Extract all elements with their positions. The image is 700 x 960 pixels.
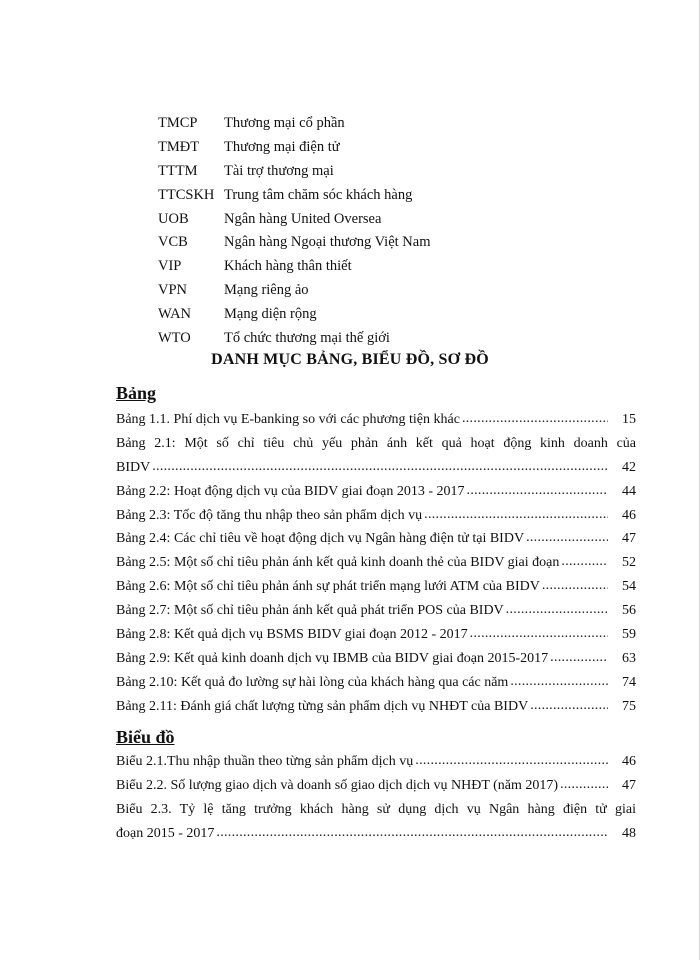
toc-page-number: 54 (622, 579, 636, 595)
abbreviation-code: TMCP (158, 115, 198, 132)
toc-entry[interactable] (116, 432, 636, 456)
toc-leader-dots (462, 412, 608, 426)
toc-page-number: 74 (622, 674, 636, 690)
toc-entry[interactable] (116, 504, 636, 528)
tables-toc-list (116, 408, 636, 719)
toc-page-number: 63 (622, 650, 636, 666)
toc-leader-dots (560, 778, 608, 792)
abbreviation-row (158, 302, 558, 326)
toc-leader-dots (542, 579, 608, 593)
toc-leader-dots (415, 754, 608, 768)
abbreviation-description: Ngân hàng United Oversea (224, 210, 382, 227)
charts-section-title: Biểu đồ (116, 727, 175, 747)
abbreviation-code: VIP (158, 258, 182, 275)
toc-entry[interactable] (116, 623, 636, 647)
toc-leader-dots (526, 531, 608, 545)
toc-page-number: 52 (622, 555, 636, 571)
toc-page-number: 44 (622, 483, 636, 499)
toc-leader-dots (510, 675, 608, 689)
abbreviation-description: Thương mại điện tử (224, 139, 340, 156)
abbreviation-code: WAN (158, 305, 192, 322)
abbreviation-description: Trung tâm chăm sóc khách hàng (224, 186, 413, 203)
toc-entry[interactable] (116, 408, 636, 432)
toc-entry-title: Biểu 2.1.Thu nhập thuần theo từng sản phẩm dịch vụ (116, 753, 414, 769)
toc-leader-dots (152, 460, 608, 474)
abbreviation-description: Mạng diện rộng (224, 305, 317, 322)
abbreviation-row (158, 183, 558, 207)
abbreviation-row (158, 231, 558, 255)
toc-entry-title: Bảng 2.4: Các chỉ tiêu về hoạt động dịch vụ Ngân hàng điện tử tại BIDV (116, 531, 525, 547)
toc-entry-title: Biểu 2.2. Số lượng giao dịch và doanh số giao dịch dịch vụ NHĐT (năm 2017) (116, 777, 559, 793)
abbreviation-code: VPN (158, 281, 188, 298)
toc-entry[interactable] (116, 798, 636, 822)
abbreviation-code: TTCSKH (158, 186, 215, 203)
toc-leader-dots (506, 603, 608, 617)
toc-entry-title: Biểu 2.3. Tỷ lệ tăng trưởng khách hàng sử dụng dịch vụ Ngân hàng điện tử giai (116, 801, 636, 817)
toc-entry[interactable] (116, 527, 636, 551)
toc-entry[interactable] (116, 750, 636, 774)
toc-page-number: 47 (622, 777, 636, 793)
toc-entry[interactable] (116, 822, 636, 846)
abbreviation-code: TMĐT (158, 139, 200, 156)
toc-entry-title: Bảng 2.10: Kết quả đo lường sự hài lòng của khách hàng qua các năm (116, 674, 509, 690)
toc-leader-dots (470, 627, 608, 641)
toc-leader-dots (561, 555, 608, 569)
abbreviation-description: Ngân hàng Ngoại thương Việt Nam (224, 234, 431, 251)
abbreviation-row (158, 326, 558, 350)
toc-page-number: 42 (622, 459, 636, 475)
abbreviation-row (158, 136, 558, 160)
toc-entry[interactable] (116, 599, 636, 623)
toc-page-number: 59 (622, 626, 636, 642)
toc-entry-title: Bảng 2.3: Tốc độ tăng thu nhập theo sản phẩm dịch vụ (116, 507, 423, 523)
toc-page-number: 15 (622, 411, 636, 427)
toc-page-number: 46 (622, 753, 636, 769)
abbreviation-code: TTTM (158, 162, 198, 179)
toc-page-number: 56 (622, 603, 636, 619)
toc-entry-title: Bảng 2.8: Kết quả dịch vụ BSMS BIDV giai đoạn 2012 - 2017 (116, 626, 468, 642)
toc-entry[interactable] (116, 551, 636, 575)
abbreviation-code: VCB (158, 234, 188, 251)
abbreviation-code: UOB (158, 210, 189, 227)
charts-toc-list (116, 750, 636, 846)
abbreviation-row (158, 160, 558, 184)
toc-entry[interactable] (116, 480, 636, 504)
abbreviation-list (158, 112, 558, 350)
toc-page-number: 48 (622, 825, 636, 841)
toc-entry-title: Bảng 1.1. Phí dịch vụ E-banking so với các phương tiện khác (116, 411, 460, 427)
list-heading: DANH MỤC BẢNG, BIỂU ĐỒ, SƠ ĐỒ (211, 351, 489, 368)
toc-entry-title: Bảng 2.6: Một số chỉ tiêu phản ánh sự phát triển mạng lưới ATM của BIDV (116, 579, 540, 595)
abbreviation-description: Mạng riêng ảo (224, 281, 309, 298)
toc-entry[interactable] (116, 575, 636, 599)
toc-entry-title: Bảng 2.1: Một số chỉ tiêu chủ yếu phản ánh kết quả hoạt động kinh doanh của (116, 435, 636, 451)
abbreviation-description: Tài trợ thương mại (224, 162, 334, 179)
toc-entry-title: Bảng 2.11: Đánh giá chất lượng từng sản phẩm dịch vụ NHĐT của BIDV (116, 698, 529, 714)
toc-leader-dots (530, 699, 608, 713)
toc-entry-title: Bảng 2.7: Một số chỉ tiêu phản ánh kết quả phát triển POS của BIDV (116, 603, 504, 619)
abbreviation-row (158, 207, 558, 231)
toc-entry[interactable] (116, 456, 636, 480)
toc-entry-title: Bảng 2.9: Kết quả kinh doanh dịch vụ IBMB của BIDV giai đoạn 2015-2017 (116, 650, 549, 666)
abbreviation-code: WTO (158, 329, 191, 346)
abbreviation-description: Tổ chức thương mại thế giới (224, 329, 390, 346)
toc-page-number: 47 (622, 531, 636, 547)
abbreviation-row (158, 112, 558, 136)
toc-entry-title: Bảng 2.2: Hoạt động dịch vụ của BIDV giai đoạn 2013 - 2017 (116, 483, 465, 499)
toc-entry-title: đoạn 2015 - 2017 (116, 825, 215, 841)
toc-leader-dots (424, 508, 608, 522)
toc-page-number: 46 (622, 507, 636, 523)
abbreviation-description: Khách hàng thân thiết (224, 258, 352, 275)
toc-entry-title: Bảng 2.5: Một số chỉ tiêu phản ánh kết quả kinh doanh thẻ của BIDV giai đoạn (116, 555, 560, 571)
toc-entry[interactable] (116, 671, 636, 695)
toc-entry-title: BIDV (116, 459, 151, 475)
toc-entry[interactable] (116, 695, 636, 719)
tables-section-title: Bảng (116, 383, 157, 403)
toc-entry[interactable] (116, 647, 636, 671)
toc-leader-dots (216, 826, 608, 840)
toc-page-number: 75 (622, 698, 636, 714)
abbreviation-row (158, 255, 558, 279)
toc-leader-dots (467, 484, 608, 498)
abbreviation-row (158, 279, 558, 303)
toc-entry[interactable] (116, 774, 636, 798)
toc-leader-dots (550, 651, 608, 665)
abbreviation-description: Thương mại cổ phần (224, 115, 345, 132)
